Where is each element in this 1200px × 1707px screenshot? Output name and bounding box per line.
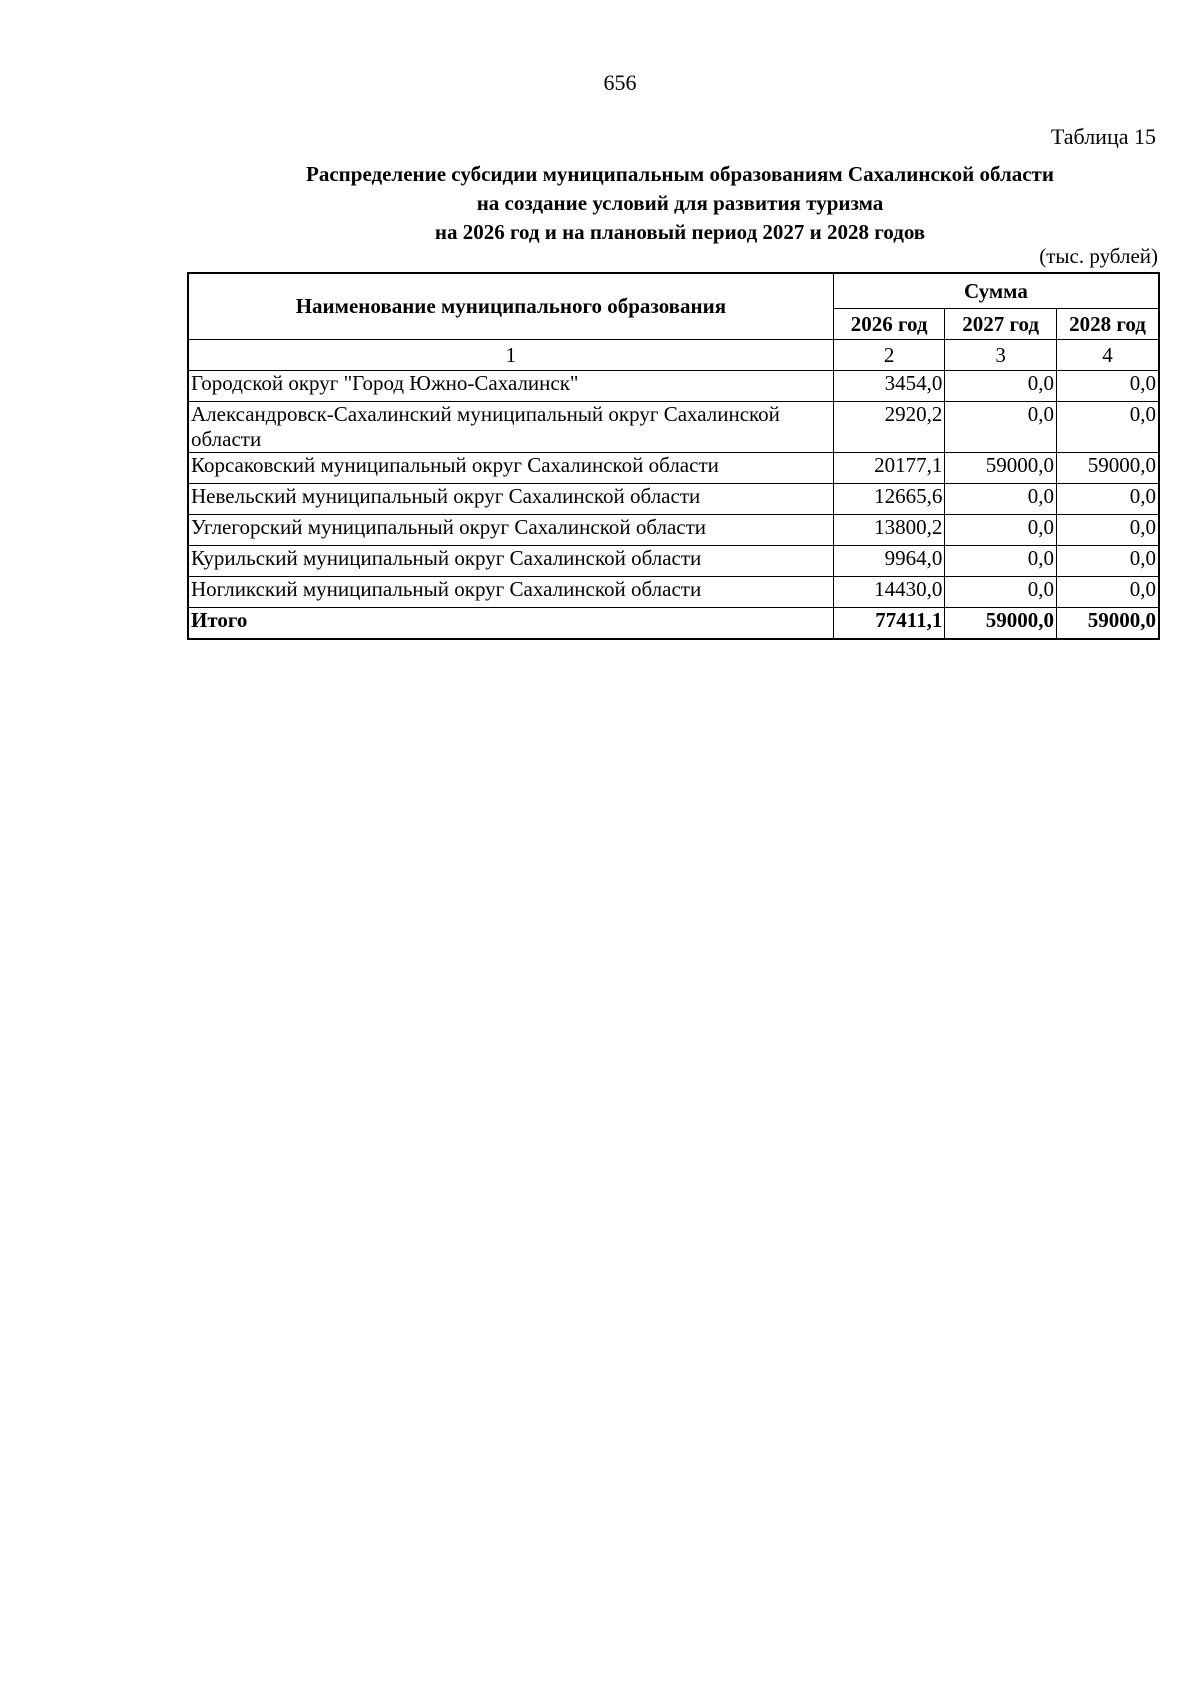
total-2028: 59000,0 <box>1056 608 1159 640</box>
amount-2028: 0,0 <box>1056 402 1159 453</box>
amount-2026: 9964,0 <box>833 546 945 577</box>
column-index: 4 <box>1056 340 1159 371</box>
municipality-name: Курильский муниципальный округ Сахалинской области <box>188 546 833 577</box>
table-row <box>188 402 1159 453</box>
amount-2027: 0,0 <box>945 577 1057 608</box>
header-year-2028: 2028 год <box>1056 309 1159 340</box>
column-index: 3 <box>945 340 1057 371</box>
amount-2027: 0,0 <box>945 402 1057 453</box>
total-2027: 59000,0 <box>945 608 1057 640</box>
municipality-name: Углегорский муниципальный округ Сахалинской области <box>188 515 833 546</box>
table-row <box>188 371 1159 402</box>
amount-2027: 0,0 <box>945 484 1057 515</box>
header-name: Наименование муниципального образования <box>188 273 833 340</box>
table-row <box>188 546 1159 577</box>
header-year-2026: 2026 год <box>833 309 945 340</box>
table-row <box>188 453 1159 484</box>
amount-2026: 2920,2 <box>833 402 945 453</box>
header-year-2027: 2027 год <box>945 309 1057 340</box>
amount-2027: 0,0 <box>945 371 1057 402</box>
header-sum: Сумма <box>833 273 1159 309</box>
amount-2027: 59000,0 <box>945 453 1057 484</box>
title-line-3: на 2026 год и на плановый период 2027 и 2028 годов <box>434 220 926 244</box>
subsidy-table <box>187 272 1160 640</box>
amount-2028: 0,0 <box>1056 371 1159 402</box>
table-row <box>188 515 1159 546</box>
units-label: (тыс. рублей) <box>1039 244 1158 268</box>
amount-2026: 13800,2 <box>833 515 945 546</box>
amount-2026: 3454,0 <box>833 371 945 402</box>
amount-2027: 0,0 <box>945 546 1057 577</box>
municipality-name: Александровск-Сахалинский муниципальный округ Сахалинской области <box>188 402 833 453</box>
table-label: Таблица 15 <box>1050 124 1156 149</box>
column-index: 1 <box>188 340 833 371</box>
amount-2028: 59000,0 <box>1056 453 1159 484</box>
amount-2028: 0,0 <box>1056 515 1159 546</box>
title-line-1: Распределение субсидии муниципальным образованиям Сахалинской области <box>306 162 1054 186</box>
amount-2028: 0,0 <box>1056 577 1159 608</box>
table-row <box>188 484 1159 515</box>
amount-2027: 0,0 <box>945 515 1057 546</box>
municipality-name: Городской округ "Город Южно-Сахалинск" <box>188 371 833 402</box>
amount-2026: 20177,1 <box>833 453 945 484</box>
total-2026: 77411,1 <box>833 608 945 640</box>
column-index: 2 <box>833 340 945 371</box>
title-line-2: на создание условий для развития туризма <box>476 191 884 215</box>
amount-2028: 0,0 <box>1056 546 1159 577</box>
municipality-name: Корсаковский муниципальный округ Сахалинской области <box>188 453 833 484</box>
amount-2026: 14430,0 <box>833 577 945 608</box>
amount-2028: 0,0 <box>1056 484 1159 515</box>
table-row <box>188 577 1159 608</box>
table-title <box>180 160 1180 247</box>
municipality-name: Невельский муниципальный округ Сахалинской области <box>188 484 833 515</box>
total-row <box>188 608 1159 640</box>
municipality-name: Ногликский муниципальный округ Сахалинской области <box>188 577 833 608</box>
amount-2026: 12665,6 <box>833 484 945 515</box>
page-number: 656 <box>603 70 637 95</box>
total-label: Итого <box>188 608 833 640</box>
